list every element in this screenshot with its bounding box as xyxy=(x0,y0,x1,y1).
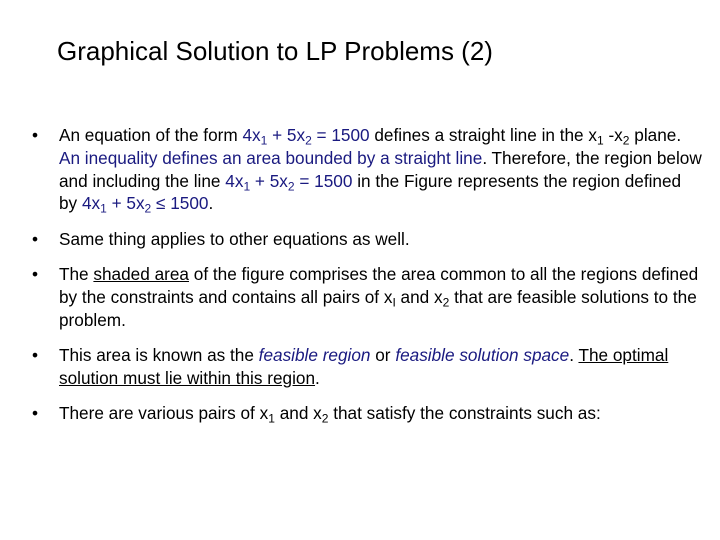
bullet-item xyxy=(32,402,704,425)
bullet-marker: • xyxy=(32,344,39,365)
bullet-list xyxy=(32,124,704,425)
bullet-item xyxy=(32,228,704,251)
bullet-marker: • xyxy=(32,228,39,249)
subscript: 2 xyxy=(622,133,630,148)
text-segment: . xyxy=(569,344,579,365)
bullet-item xyxy=(32,263,704,331)
bullet-text xyxy=(59,345,668,388)
text-segment: 4x xyxy=(242,125,261,145)
bullet-item xyxy=(32,124,704,215)
bullet-marker: • xyxy=(32,125,39,145)
subscript: 2 xyxy=(287,178,295,193)
text-segment: The optimal solution must lie within this region xyxy=(59,344,669,388)
text-segment: in the Figure represents the region defined by xyxy=(59,170,682,214)
bullet-text xyxy=(59,402,601,426)
text-segment: ≤ 1500 xyxy=(151,193,209,214)
text-segment: or xyxy=(370,344,396,365)
text-segment: -x xyxy=(603,125,623,145)
text-segment: and x xyxy=(395,286,443,307)
text-segment: + 5x xyxy=(106,193,145,214)
text-segment: and x xyxy=(274,402,322,423)
subscript: 1 xyxy=(260,133,268,148)
subscript: I xyxy=(392,295,396,310)
text-segment: This area is known as the xyxy=(59,344,259,365)
text-segment: that are feasible solutions to the problem. xyxy=(59,286,697,330)
text-segment: The xyxy=(59,263,94,284)
text-segment: . Therefore, the region below and including the line xyxy=(59,147,702,191)
subscript: 1 xyxy=(243,178,251,193)
text-segment: 4x xyxy=(225,170,244,191)
bullet-item xyxy=(32,344,704,390)
text-segment: that satisfy the constraints such as: xyxy=(328,402,601,423)
bullet-text xyxy=(59,229,410,249)
text-segment: + 5x xyxy=(250,170,288,191)
text-segment: = 1500 xyxy=(311,125,370,145)
text-segment: There are various pairs of x xyxy=(59,402,269,423)
text-segment: defines a straight line in the x xyxy=(369,125,597,145)
text-segment: . xyxy=(208,193,214,214)
text-segment: An equation of the form xyxy=(59,125,243,145)
subscript: 1 xyxy=(100,201,107,216)
subscript: 2 xyxy=(144,201,152,216)
subscript: 2 xyxy=(321,411,329,426)
text-segment: 4x xyxy=(81,193,101,214)
text-segment: feasible solution space xyxy=(395,344,570,365)
bullet-marker: • xyxy=(32,263,39,284)
text-segment: + 5x xyxy=(267,125,306,145)
text-segment: of the figure comprises the area common to all the regions defined by the constraints and contains all pairs of x xyxy=(59,263,699,307)
slide-title: Graphical Solution to LP Problems (2) xyxy=(57,36,493,66)
text-segment: shaded area xyxy=(93,263,189,284)
text-segment: An inequality defines an area bounded by a straight line xyxy=(59,147,483,168)
bullet-text xyxy=(59,264,698,330)
bullet-marker: • xyxy=(32,402,39,423)
text-segment: . xyxy=(315,367,320,388)
text-segment: Same thing applies to other equations as well. xyxy=(59,228,410,249)
subscript: 2 xyxy=(305,133,312,148)
subscript: 1 xyxy=(596,133,604,148)
subscript: 2 xyxy=(442,295,450,310)
text-segment: plane. xyxy=(629,125,682,145)
subscript: 1 xyxy=(268,411,275,426)
text-segment: = 1500 xyxy=(294,170,353,191)
text-segment: feasible region xyxy=(258,344,371,365)
bullet-text xyxy=(59,125,702,216)
